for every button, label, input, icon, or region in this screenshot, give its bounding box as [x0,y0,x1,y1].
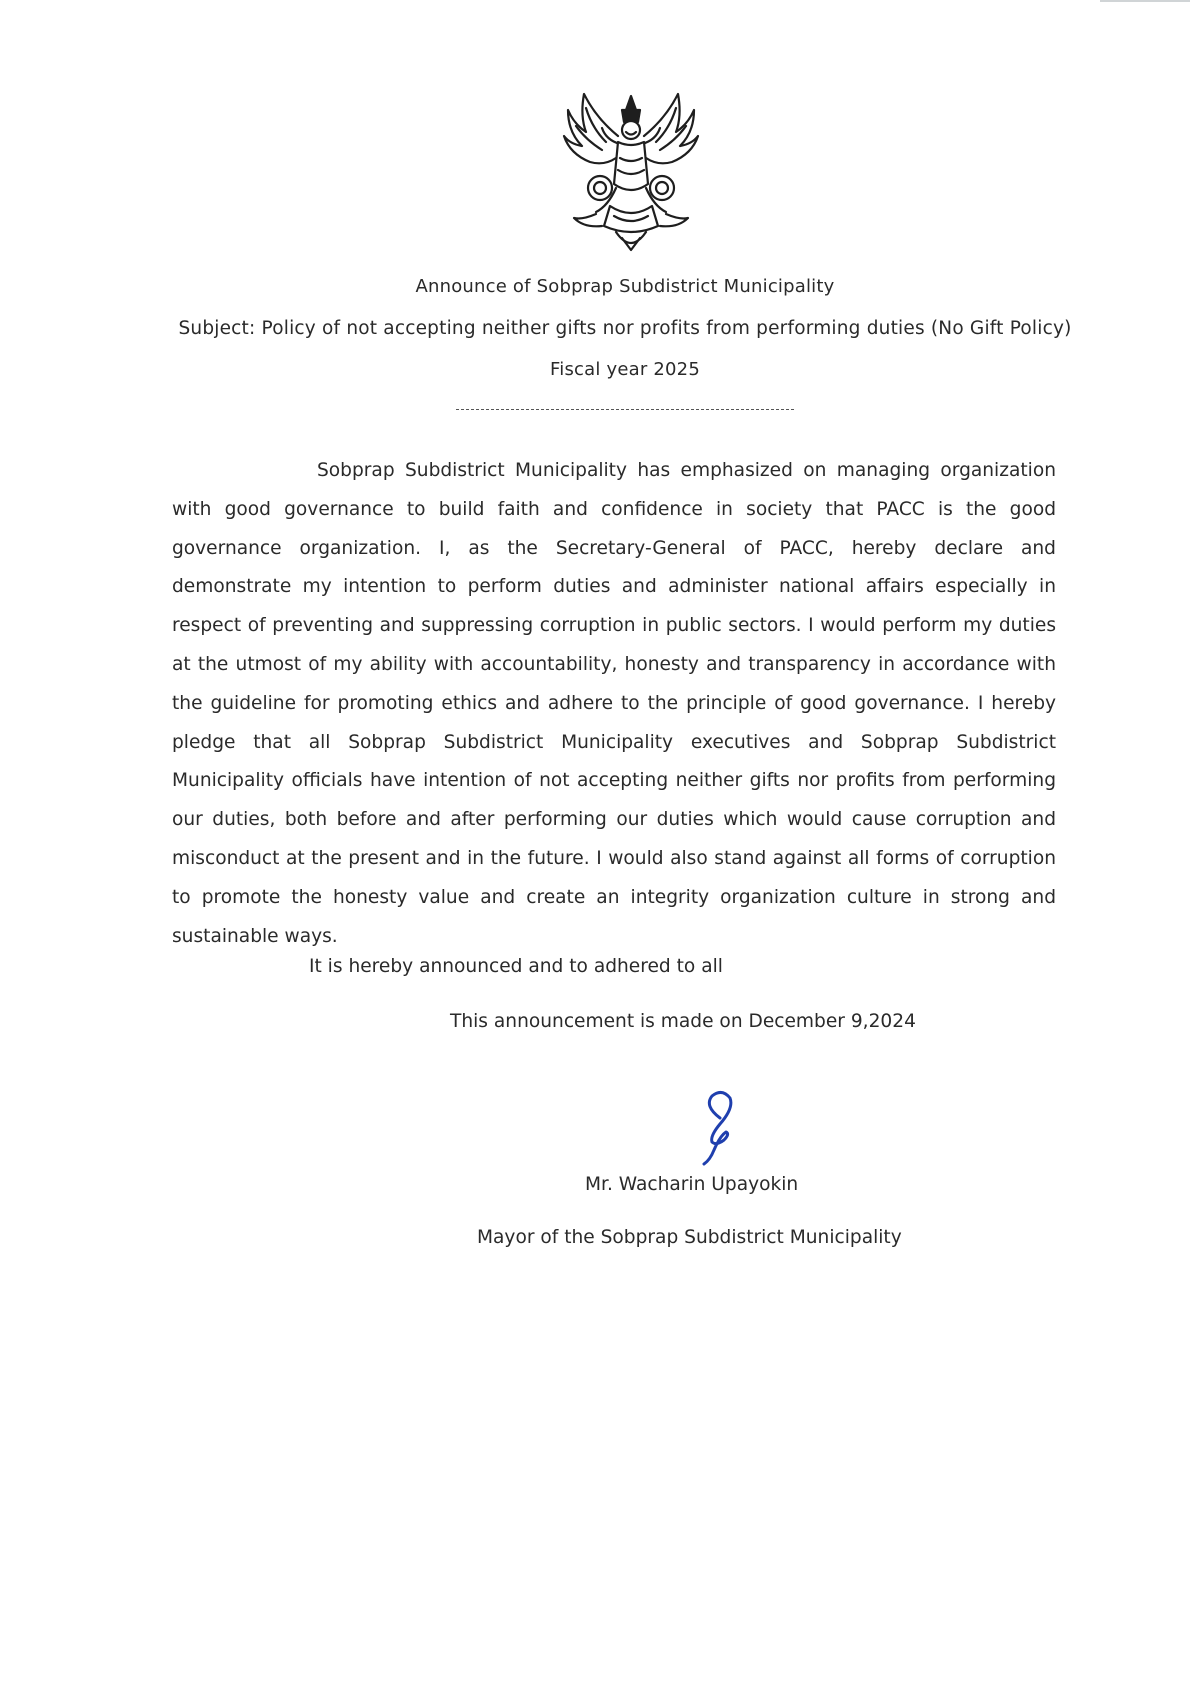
garuda-emblem-icon [556,88,706,258]
adherence-statement: It is hereby announced and to adhered to all [309,956,723,977]
signatory-name: Mr. Wacharin Upayokin [585,1174,799,1195]
scan-edge-line [1100,0,1190,2]
announcement-heading: Announce of Sobprap Subdistrict Municipality [415,276,835,297]
handwritten-signature [690,1088,750,1168]
signatory-title: Mayor of the Sobprap Subdistrict Municipality [477,1227,902,1248]
fiscal-year: Fiscal year 2025 [550,359,700,380]
subject-line: Subject: Policy of not accepting neither gifts nor profits from performing duties (No Gift Policy) [178,318,1072,339]
policy-paragraph: Sobprap Subdistrict Municipality has emphasized on managing organization with good governance to build faith and confidence in society that PACC is the good governance organization. I, as the Secretary-General of PACC, hereby declare and demonstrate my intention to perform duties and administer national affairs especially in respect of preventing and suppressing corruption in public sectors. I would perform my duties at the utmost of my ability with accountability, honesty and transparency in accordance with the guideline for promoting ethics and adhere to the principle of good governance. I hereby pledge that all Sobprap Subdistrict Municipality executives and Sobprap Subdistrict Municipality officials have intention of not accepting neither gifts nor profits from performing our duties, both before and after performing our duties which would cause corruption and misconduct at the present and in the future. I would also stand against all forms of corruption to promote the honesty value and create an integrity organization culture in strong and sustainable ways. [172,460,1056,947]
header-divider [456,409,794,410]
announcement-date: This announcement is made on December 9,2024 [450,1011,916,1032]
